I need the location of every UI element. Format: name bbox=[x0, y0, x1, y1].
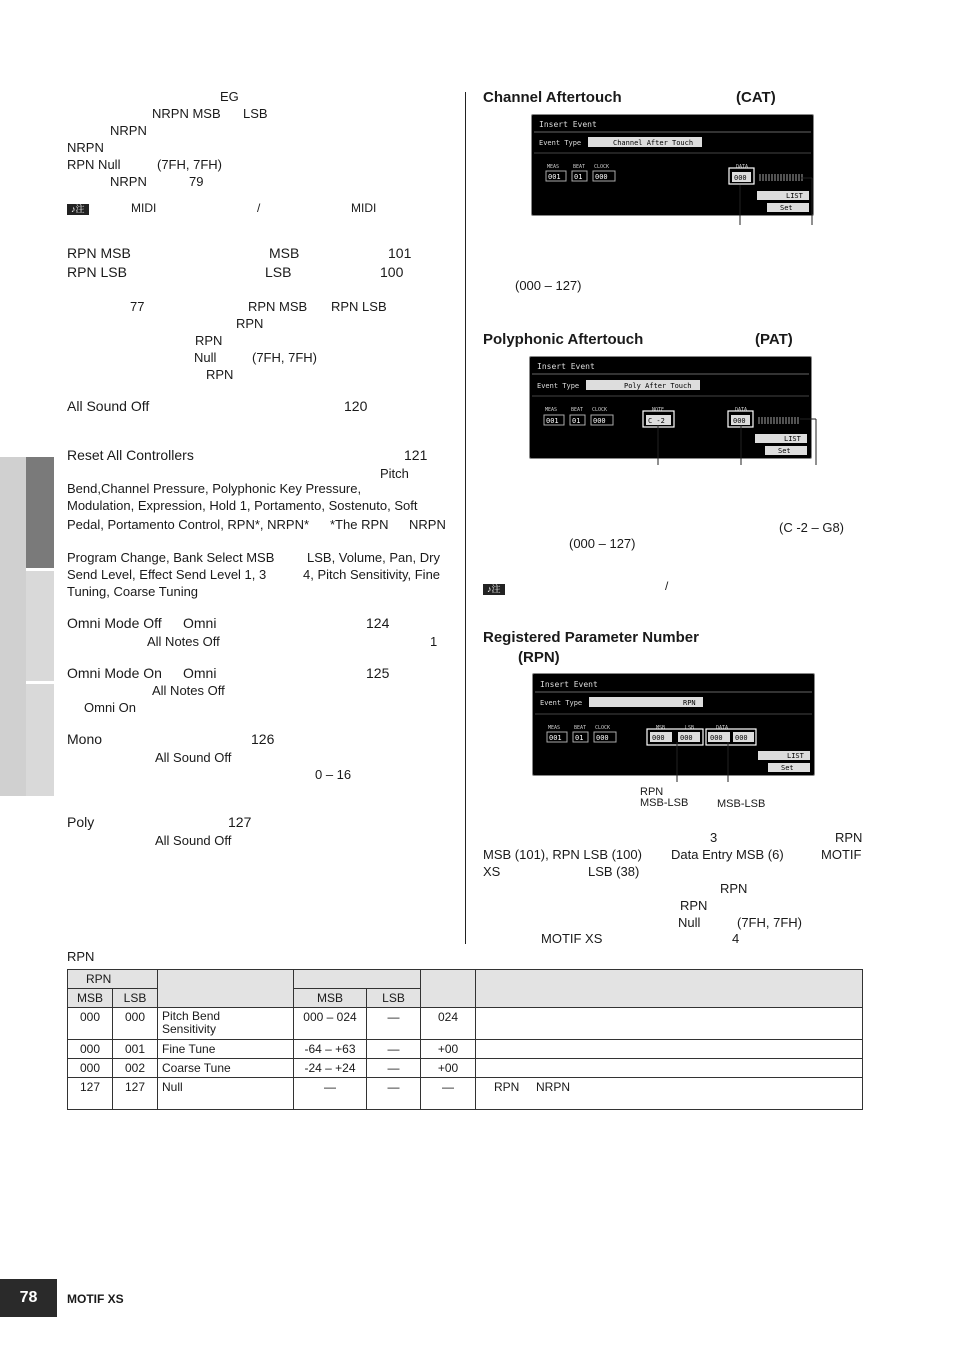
rpn-msb-msb: MSB bbox=[269, 245, 300, 261]
note-icon: ♪注 bbox=[67, 204, 89, 215]
para77-rpn-3: RPN bbox=[206, 367, 234, 382]
rpn-meas-value: 001 bbox=[549, 734, 562, 742]
rpn-p3-lsb: LSB (38) bbox=[588, 864, 640, 879]
cell-description bbox=[476, 1059, 863, 1078]
intro-nrpn-3: NRPN bbox=[110, 174, 147, 189]
omni-on-sub: All Notes Off bbox=[152, 683, 225, 698]
rpn-lsb-label: LSB bbox=[685, 725, 695, 731]
cell-name: Null bbox=[158, 1078, 294, 1110]
pat-set-label: Set bbox=[778, 447, 791, 455]
para77-rpn-msb: RPN MSB bbox=[248, 299, 308, 314]
table-caption: RPN bbox=[67, 949, 95, 964]
rpn-lsb-label: RPN LSB bbox=[67, 264, 127, 280]
rpn-p1-rpn: RPN bbox=[835, 830, 863, 845]
rpn-lsb-lsb: LSB bbox=[265, 264, 292, 280]
pat-note-slash: / bbox=[665, 579, 669, 593]
rpn-p6-7fh: (7FH, 7FH) bbox=[737, 915, 802, 930]
note1-midi: MIDI bbox=[131, 201, 157, 215]
omni-off-label: Omni Mode Off bbox=[67, 615, 162, 631]
poly-sub: All Sound Off bbox=[155, 833, 232, 848]
rpn-type-value: RPN bbox=[683, 699, 696, 707]
intro-nrpn-2: NRPN bbox=[67, 140, 104, 155]
omni-off-omni: Omni bbox=[183, 615, 217, 631]
cell-name: Pitch Bend Sensitivity bbox=[158, 1008, 294, 1040]
cat-beat-label: BEAT bbox=[573, 164, 586, 170]
reset-label: Reset All Controllers bbox=[67, 447, 194, 463]
cat-data-label: DATA bbox=[736, 164, 749, 170]
rpn-data-label: DATA bbox=[716, 725, 729, 731]
rpn-dmsb-value: 000 bbox=[710, 734, 723, 742]
para77-null: Null bbox=[194, 350, 217, 365]
column-divider bbox=[465, 92, 466, 944]
pat-note-value: C -2 bbox=[648, 417, 665, 425]
reset-line-3b: *The RPN bbox=[330, 517, 389, 532]
cell-value-lsb: — bbox=[367, 1008, 421, 1040]
cat-abbr: (CAT) bbox=[736, 89, 776, 106]
cell-lsb: 002 bbox=[113, 1059, 158, 1078]
para77-77: 77 bbox=[130, 299, 145, 314]
pat-meas-value: 001 bbox=[546, 417, 559, 425]
table-row bbox=[68, 1008, 863, 1040]
cat-clock-value: 000 bbox=[595, 173, 608, 181]
cat-list-label: LIST bbox=[786, 192, 803, 200]
cell-msb: 000 bbox=[68, 1059, 113, 1078]
side-tab-strip bbox=[0, 457, 26, 796]
mono-sub: All Sound Off bbox=[155, 750, 232, 765]
th-value-msb: MSB bbox=[294, 989, 367, 1008]
rpn-list-label: LIST bbox=[787, 752, 804, 760]
all-sound-off-label: All Sound Off bbox=[67, 398, 150, 414]
omni-on-omni: Omni bbox=[183, 665, 217, 681]
rpn-lsb-num: 100 bbox=[380, 264, 404, 280]
pat-data-value: 000 bbox=[733, 417, 746, 425]
pat-clock-value: 000 bbox=[593, 417, 606, 425]
cell-value-msb: -64 – +63 bbox=[294, 1040, 367, 1059]
cell-name: Coarse Tune bbox=[158, 1059, 294, 1078]
mono-label: Mono bbox=[67, 731, 103, 747]
pat-beat-value: 01 bbox=[572, 417, 581, 425]
cell-value-msb: -24 – +24 bbox=[294, 1059, 367, 1078]
omni-off-num: 124 bbox=[366, 615, 390, 631]
poly-label: Poly bbox=[67, 814, 95, 830]
th-value bbox=[294, 970, 421, 989]
cell-default: +00 bbox=[421, 1059, 476, 1078]
intro-nrpn-msb: NRPN MSB bbox=[152, 106, 221, 121]
cell-msb: 127 bbox=[68, 1078, 113, 1110]
intro-nrpn-1: NRPN bbox=[110, 123, 147, 138]
reset-num: 121 bbox=[404, 447, 428, 463]
rpn-p7-motif: MOTIF XS bbox=[541, 931, 603, 946]
reset-line-5a: Send Level, Effect Send Level 1, 3 bbox=[67, 567, 267, 582]
pat-clock-label: CLOCK bbox=[592, 407, 608, 413]
th-description bbox=[476, 970, 863, 1008]
intro-7fh: (7FH, 7FH) bbox=[157, 157, 222, 172]
page-number: 78 bbox=[0, 1279, 57, 1317]
cell-msb: 000 bbox=[68, 1008, 113, 1040]
intro-lsb: LSB bbox=[243, 106, 268, 121]
mono-range: 0 – 16 bbox=[315, 767, 352, 782]
cell-description: RPN NRPN bbox=[476, 1078, 863, 1110]
rpn-p1-3: 3 bbox=[710, 830, 718, 845]
cat-title: Channel Aftertouch bbox=[483, 89, 622, 106]
reset-line-6: Tuning, Coarse Tuning bbox=[67, 584, 199, 599]
cat-screen-header: Insert Event bbox=[539, 120, 597, 129]
cell-lsb: 000 bbox=[113, 1008, 158, 1040]
pat-range-data: (000 – 127) bbox=[569, 536, 636, 551]
cat-callout-lines bbox=[730, 170, 830, 230]
rpn-meas-label: MEAS bbox=[548, 725, 561, 731]
pat-data-label: DATA bbox=[735, 407, 748, 413]
rpn-callout-lines bbox=[670, 740, 740, 785]
rpn-caption-2: MSB-LSB bbox=[717, 798, 766, 810]
rpn-caption-1b: MSB-LSB bbox=[640, 797, 689, 809]
rpn-msb-label: MSB bbox=[656, 725, 666, 731]
rpn-caption-1a: RPN bbox=[640, 786, 664, 798]
rpn-clock-value: 000 bbox=[596, 734, 609, 742]
para77-rpn-2: RPN bbox=[195, 333, 223, 348]
rpn-title: Registered Parameter Number bbox=[483, 629, 699, 646]
table-row bbox=[68, 1078, 863, 1110]
rpn-lsb-value: 000 bbox=[680, 734, 693, 742]
all-sound-off-num: 120 bbox=[344, 398, 368, 414]
reset-pitch: Pitch bbox=[380, 466, 409, 481]
table-row bbox=[68, 1059, 863, 1078]
pat-note-label: NOTE bbox=[652, 407, 665, 413]
rpn-dlsb-value: 000 bbox=[735, 734, 748, 742]
cat-type-label: Event Type bbox=[539, 139, 582, 147]
cell-name: Fine Tune bbox=[158, 1040, 294, 1059]
rpn-set-label: Set bbox=[781, 764, 794, 772]
cell-value-msb: — bbox=[294, 1078, 367, 1110]
omni-on-num: 125 bbox=[366, 665, 390, 681]
cell-description bbox=[476, 1040, 863, 1059]
rpn-p7-4: 4 bbox=[732, 931, 740, 946]
para77-7fh: (7FH, 7FH) bbox=[252, 350, 317, 365]
product-name: MOTIF XS bbox=[67, 1292, 124, 1306]
pat-type-value: Poly After Touch bbox=[624, 382, 692, 390]
rpn-p2-a: MSB (101), RPN LSB (100) bbox=[483, 847, 642, 862]
omni-off-sub: All Notes Off bbox=[147, 634, 220, 649]
poly-num: 127 bbox=[228, 814, 252, 830]
reset-line-1: Bend,Channel Pressure, Polyphonic Key Pressure, bbox=[67, 481, 362, 496]
pat-type-label: Event Type bbox=[537, 382, 580, 390]
omni-on-sub2: Omni On bbox=[84, 700, 137, 715]
reset-line-5b: 4, Pitch Sensitivity, Fine bbox=[303, 567, 441, 582]
cat-beat-value: 01 bbox=[574, 173, 583, 181]
cat-set-label: Set bbox=[780, 204, 793, 212]
rpn-clock-label: CLOCK bbox=[595, 725, 611, 731]
pat-range-note: (C -2 – G8) bbox=[779, 520, 845, 535]
pat-callout-lines bbox=[650, 415, 830, 470]
cell-default: 024 bbox=[421, 1008, 476, 1040]
rpn-msb-value: 000 bbox=[652, 734, 665, 742]
rpn-p6-null: Null bbox=[678, 915, 701, 930]
table-header-row-1 bbox=[68, 970, 863, 989]
cell-value-lsb: — bbox=[367, 1078, 421, 1110]
rpn-msb-num: 101 bbox=[388, 245, 412, 261]
cell-value-lsb: — bbox=[367, 1059, 421, 1078]
cell-description bbox=[476, 1008, 863, 1040]
rpn-beat-value: 01 bbox=[575, 734, 584, 742]
cell-lsb: 127 bbox=[113, 1078, 158, 1110]
reset-line-2: Modulation, Expression, Hold 1, Portamento, Sostenuto, Soft bbox=[67, 498, 418, 513]
cell-lsb: 001 bbox=[113, 1040, 158, 1059]
rpn-screen-header: Insert Event bbox=[540, 680, 598, 689]
cell-default: — bbox=[421, 1078, 476, 1110]
pat-meas-label: MEAS bbox=[545, 407, 558, 413]
rpn-beat-label: BEAT bbox=[574, 725, 587, 731]
para77-rpn-1: RPN bbox=[236, 316, 264, 331]
reset-line-4b: LSB, Volume, Pan, Dry bbox=[307, 550, 440, 565]
reset-line-3c: NRPN bbox=[409, 517, 446, 532]
rpn-p5-rpn: RPN bbox=[680, 898, 708, 913]
rpn-p3-xs: XS bbox=[483, 864, 501, 879]
th-rpn: RPN bbox=[68, 970, 158, 989]
th-msb: MSB bbox=[68, 989, 113, 1008]
cat-type-value: Channel After Touch bbox=[613, 139, 694, 147]
note1-slash: / bbox=[257, 201, 261, 215]
reset-line-3a: Pedal, Portamento Control, RPN*, NRPN* bbox=[67, 517, 310, 532]
intro-eg: EG bbox=[220, 89, 239, 104]
omni-off-one: 1 bbox=[430, 634, 438, 649]
pat-beat-label: BEAT bbox=[571, 407, 584, 413]
pat-title: Polyphonic Aftertouch bbox=[483, 331, 644, 348]
th-lsb: LSB bbox=[113, 989, 158, 1008]
omni-on-label: Omni Mode On bbox=[67, 665, 162, 681]
pat-list-label: LIST bbox=[784, 435, 801, 443]
pat-abbr: (PAT) bbox=[755, 331, 793, 348]
th-default bbox=[421, 970, 476, 1008]
reset-line-4a: Program Change, Bank Select MSB bbox=[67, 550, 275, 565]
mono-num: 126 bbox=[251, 731, 275, 747]
intro-rpn-null: RPN Null bbox=[67, 157, 121, 172]
cat-meas-label: MEAS bbox=[547, 164, 560, 170]
rpn-abbr: (RPN) bbox=[518, 649, 560, 666]
rpn-msb-label: RPN MSB bbox=[67, 245, 131, 261]
table-row bbox=[68, 1040, 863, 1059]
rpn-p4-rpn: RPN bbox=[720, 881, 748, 896]
pat-screen-header: Insert Event bbox=[537, 362, 595, 371]
cell-value-lsb: — bbox=[367, 1040, 421, 1059]
rpn-p2-b: Data Entry MSB (6) bbox=[671, 847, 784, 862]
cell-value-msb: 000 – 024 bbox=[294, 1008, 367, 1040]
cat-meas-value: 001 bbox=[548, 173, 561, 181]
th-value-lsb: LSB bbox=[367, 989, 421, 1008]
rpn-table bbox=[67, 969, 863, 1110]
cat-clock-label: CLOCK bbox=[594, 164, 610, 170]
note1-midi-2: MIDI bbox=[351, 201, 377, 215]
cell-default: +00 bbox=[421, 1040, 476, 1059]
th-name bbox=[158, 970, 294, 1008]
cat-range: (000 – 127) bbox=[515, 278, 582, 293]
para77-rpn-lsb: RPN LSB bbox=[331, 299, 387, 314]
cat-data-value: 000 bbox=[734, 174, 747, 182]
pat-note-icon: ♪注 bbox=[483, 584, 505, 595]
rpn-p2-c: MOTIF bbox=[821, 847, 862, 862]
cell-msb: 000 bbox=[68, 1040, 113, 1059]
rpn-type-label: Event Type bbox=[540, 699, 583, 707]
intro-79: 79 bbox=[189, 174, 204, 189]
